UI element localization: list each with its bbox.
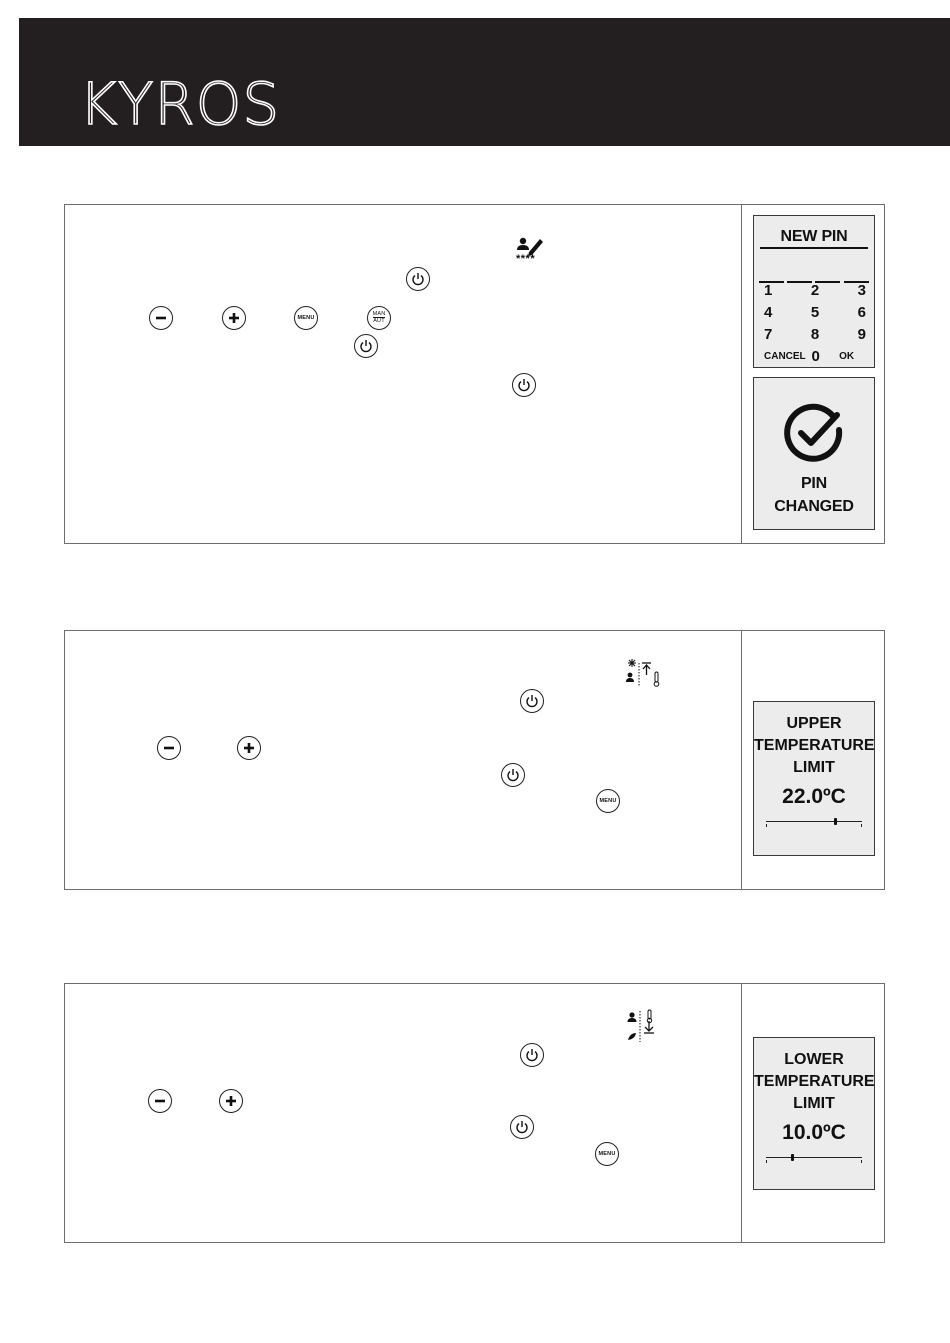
status-line-2: CHANGED bbox=[774, 498, 854, 515]
section-lower-limit bbox=[64, 983, 885, 1243]
brand-logo: KYROS bbox=[79, 70, 281, 138]
upper-limit-icon bbox=[623, 657, 665, 689]
minus-button[interactable] bbox=[148, 1089, 172, 1113]
power-icon bbox=[506, 768, 520, 782]
power-button[interactable] bbox=[520, 1043, 544, 1067]
screen-pin-changed bbox=[753, 377, 875, 530]
minus-button[interactable] bbox=[157, 736, 181, 760]
menu-button[interactable] bbox=[596, 789, 620, 813]
keypad bbox=[760, 279, 870, 367]
menu-button[interactable] bbox=[294, 306, 318, 330]
power-icon bbox=[515, 1120, 529, 1134]
label-line-2: TEMPERATURE bbox=[754, 1073, 875, 1090]
page-header bbox=[19, 18, 950, 146]
status-line-1: PIN bbox=[800, 475, 828, 492]
keypad-row bbox=[760, 279, 870, 301]
section-divider bbox=[741, 631, 742, 889]
label-line-3: LIMIT bbox=[793, 759, 835, 776]
man-label: MAN bbox=[372, 311, 386, 317]
key-cancel[interactable]: CANCEL bbox=[764, 350, 806, 362]
key-0[interactable]: 0 bbox=[811, 347, 820, 365]
power-icon bbox=[411, 272, 425, 286]
key-6[interactable]: 6 bbox=[857, 303, 866, 321]
key-7[interactable]: 7 bbox=[764, 325, 773, 343]
key-9[interactable]: 9 bbox=[857, 325, 866, 343]
menu-button[interactable] bbox=[595, 1142, 619, 1166]
pin-edit-icon bbox=[514, 233, 548, 267]
label-line-1: LOWER bbox=[784, 1051, 844, 1068]
section-divider bbox=[741, 984, 742, 1242]
key-1[interactable]: 1 bbox=[764, 281, 773, 299]
lower-limit-icon bbox=[623, 1008, 665, 1044]
key-5[interactable]: 5 bbox=[810, 303, 820, 321]
plus-button[interactable] bbox=[237, 736, 261, 760]
plus-button[interactable] bbox=[219, 1089, 243, 1113]
key-8[interactable]: 8 bbox=[810, 325, 820, 343]
slider-tick bbox=[861, 824, 862, 827]
power-icon bbox=[525, 694, 539, 708]
power-icon bbox=[525, 1048, 539, 1062]
screen-upper-limit bbox=[753, 701, 875, 856]
slider-tick bbox=[766, 824, 767, 827]
man-aut-button[interactable] bbox=[367, 306, 391, 330]
minus-icon bbox=[163, 742, 175, 754]
screen-text bbox=[754, 1049, 874, 1145]
temperature-slider[interactable] bbox=[766, 821, 862, 822]
slider-tick bbox=[861, 1160, 862, 1163]
slider-tick bbox=[766, 1160, 767, 1163]
power-button[interactable] bbox=[406, 267, 430, 291]
section-divider bbox=[741, 205, 742, 543]
menu-label: MENU bbox=[297, 315, 315, 321]
label-line-2: TEMPERATURE bbox=[754, 737, 875, 754]
slider-knob[interactable] bbox=[791, 1154, 794, 1161]
power-button[interactable] bbox=[354, 334, 378, 358]
plus-icon bbox=[228, 312, 240, 324]
minus-icon bbox=[155, 312, 167, 324]
keypad-row bbox=[760, 345, 870, 367]
label-line-3: LIMIT bbox=[793, 1095, 835, 1112]
minus-button[interactable] bbox=[149, 306, 173, 330]
aut-label: AUT bbox=[373, 318, 385, 324]
power-button[interactable] bbox=[520, 689, 544, 713]
label-line-1: UPPER bbox=[786, 715, 842, 732]
minus-icon bbox=[154, 1095, 166, 1107]
keypad-row bbox=[760, 323, 870, 345]
power-button[interactable] bbox=[512, 373, 536, 397]
keypad-row bbox=[760, 301, 870, 323]
key-3[interactable]: 3 bbox=[857, 281, 866, 299]
power-button[interactable] bbox=[510, 1115, 534, 1139]
key-4[interactable]: 4 bbox=[764, 303, 773, 321]
temperature-value: 10.0ºC bbox=[782, 1121, 846, 1144]
pin-mask: **** bbox=[516, 253, 536, 265]
plus-icon bbox=[225, 1095, 237, 1107]
key-2[interactable]: 2 bbox=[810, 281, 820, 299]
slider-knob[interactable] bbox=[834, 818, 837, 825]
menu-label: MENU bbox=[598, 1151, 616, 1157]
screen-new-pin bbox=[753, 215, 875, 368]
screen-title: NEW PIN bbox=[780, 228, 848, 245]
title-underline bbox=[760, 247, 868, 249]
plus-icon bbox=[243, 742, 255, 754]
screen-text bbox=[754, 713, 874, 809]
power-icon bbox=[517, 378, 531, 392]
temperature-value: 22.0ºC bbox=[782, 785, 846, 808]
screen-lower-limit bbox=[753, 1037, 875, 1190]
temperature-slider[interactable] bbox=[766, 1157, 862, 1158]
check-circle-icon bbox=[781, 400, 847, 466]
section-pin bbox=[64, 204, 885, 544]
section-upper-limit bbox=[64, 630, 885, 890]
power-button[interactable] bbox=[501, 763, 525, 787]
plus-button[interactable] bbox=[222, 306, 246, 330]
key-ok[interactable]: OK bbox=[839, 350, 855, 362]
power-icon bbox=[359, 339, 373, 353]
menu-label: MENU bbox=[599, 798, 617, 804]
